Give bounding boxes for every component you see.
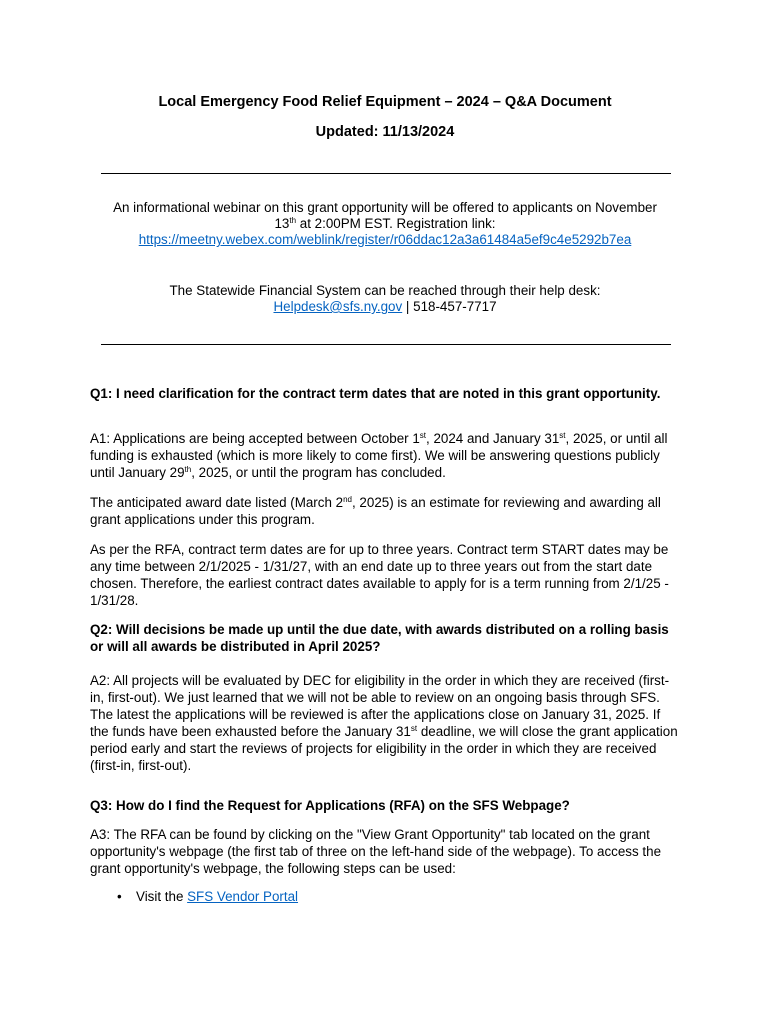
a1p2-text-2: , 2025) is an estimate for reviewing and awarding all grant applications under this program. [90, 495, 661, 527]
divider-top [101, 173, 671, 174]
a1p2-sup-1: nd [343, 495, 352, 504]
question-1: Q1: I need clarification for the contract term dates that are noted in this grant opportunity. [90, 386, 661, 401]
webinar-time: at 2:00PM EST. Registration link: [296, 216, 496, 231]
sfs-vendor-portal-link[interactable]: SFS Vendor Portal [187, 889, 299, 904]
bullet-prefix: Visit the [136, 889, 188, 904]
webinar-line-2 [0, 216, 770, 232]
a2-text-1: A2: All projects will be evaluated by DEC for eligibility in the order in which they are received (first-in, first-out). We just learned that we will not be able to review on an ongoing basis through SFS. The latest the applications will be reviewed is after the applications close on January 31, 2025. If the funds have been exhausted before the January 31 [90, 673, 670, 739]
question-3: Q3: How do I find the Request for Applications (RFA) on the SFS Webpage? [90, 798, 570, 813]
updated-date: Updated: 11/13/2024 [315, 124, 455, 140]
a1-text-4: , 2025, or until the program has concluded. [191, 465, 446, 480]
webinar-notice [0, 200, 770, 248]
a1-sup-1: st [419, 431, 427, 440]
answer-1-paragraph-1 [90, 430, 682, 481]
a1-text-2: , 2024 and January 31 [426, 431, 560, 446]
helpdesk-email-link[interactable]: Helpdesk@sfs.ny.gov [273, 299, 403, 314]
divider-bottom [101, 344, 671, 345]
registration-link[interactable]: https://meetny.webex.com/weblink/register/r06ddac12a3a61484a5ef9c4e5292b7ea [138, 232, 632, 247]
webinar-date: 13 [274, 216, 290, 231]
a1-sup-3: th [184, 465, 192, 474]
webinar-date-suffix: th [289, 216, 297, 225]
answer-1-paragraph-3: As per the RFA, contract term dates are for up to three years. Contract term START dates may be any time between 2/1/2025 - 1/31/27, with an end date up to three years out from the start date chosen. Therefore, the earliest contract dates available to apply for is a term running from 2/1/25 - 1/31/28. [90, 542, 669, 608]
helpdesk-line-1: The Statewide Financial System can be reached through their help desk: [169, 283, 601, 298]
a1-text-1: A1: Applications are being accepted between October 1 [90, 431, 420, 446]
answer-2 [90, 672, 682, 774]
a2-text-2: deadline, we will close the grant application period early and start the reviews of projects for eligibility in the order in which they are received (first-in, first-out). [90, 724, 678, 773]
bullet-item [136, 889, 298, 904]
answer-3: A3: The RFA can be found by clicking on the "View Grant Opportunity" tab located on the grant opportunity's webpage (the first tab of three on the left-hand side of the webpage). To access the grant opportunity's webpage, the following steps can be used: [90, 827, 662, 876]
bullet-icon: • [117, 889, 122, 904]
a2-sup-1: st [410, 724, 418, 733]
a1-sup-2: st [559, 431, 566, 440]
helpdesk-phone: | 518-457-7717 [402, 299, 497, 314]
helpdesk-notice [0, 283, 770, 315]
question-2: Q2: Will decisions be made up until the due date, with awards distributed on a rolling basis or will all awards be distributed in April 2025? [90, 622, 669, 654]
answer-1-paragraph-2 [90, 494, 682, 528]
document-title: Local Emergency Food Relief Equipment – 2024 – Q&A Document [158, 94, 612, 110]
a1-text-3: , 2025, or until all funding is exhausted (which is more likely to come first). We will be answering questions publicly until January 29 [90, 431, 668, 480]
a1p2-text-1: The anticipated award date listed (March 2 [90, 495, 344, 510]
webinar-line-1: An informational webinar on this grant opportunity will be offered to applicants on November [113, 200, 657, 215]
